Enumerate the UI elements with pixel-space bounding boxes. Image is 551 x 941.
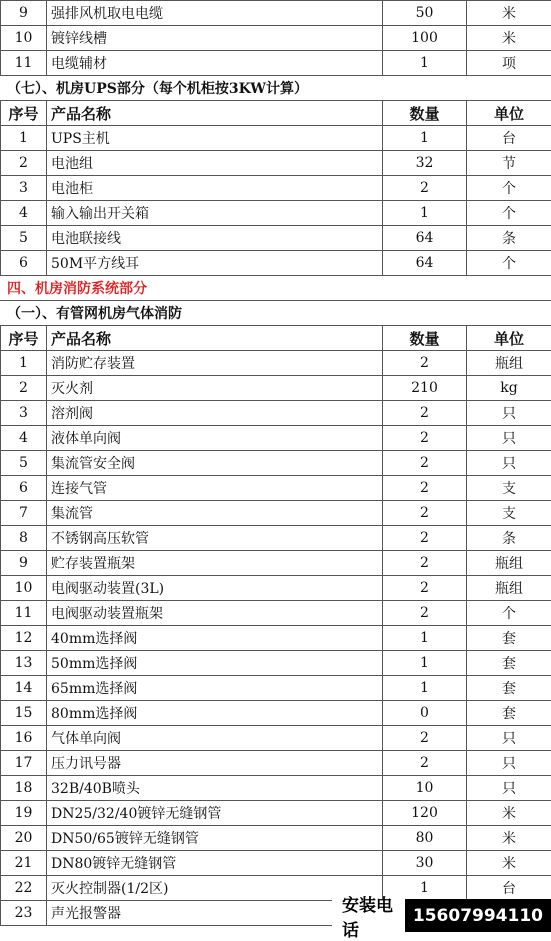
row-number: 10 [1, 26, 47, 51]
quantity: 2 [383, 601, 467, 626]
table-row [1, 751, 551, 776]
product-name: 输入输出开关箱 [47, 201, 383, 226]
unit: 瓶组 [467, 551, 551, 576]
table-row [1, 826, 551, 851]
unit: 条 [467, 226, 551, 251]
product-name: 电阀驱动装置瓶架 [47, 601, 383, 626]
quantity: 2 [383, 726, 467, 751]
row-number: 11 [1, 601, 47, 626]
unit: 支 [467, 476, 551, 501]
product-name: 消防贮存装置 [47, 351, 383, 376]
quantity: 32 [383, 151, 467, 176]
unit: 台 [467, 126, 551, 151]
product-name: 压力讯号器 [47, 751, 383, 776]
product-name: DN50/65镀锌无缝钢管 [47, 826, 383, 851]
row-number: 1 [1, 351, 47, 376]
product-name: 灭火剂 [47, 376, 383, 401]
watermark-phone: 15607994110 [405, 899, 551, 932]
unit: 个 [467, 201, 551, 226]
header-product-name: 产品名称 [47, 326, 383, 351]
quantity: 2 [383, 551, 467, 576]
row-number: 20 [1, 826, 47, 851]
product-name: 50M平方线耳 [47, 251, 383, 276]
row-number: 6 [1, 251, 47, 276]
unit: 台 [467, 876, 551, 901]
quantity: 2 [383, 176, 467, 201]
table-row [1, 601, 551, 626]
quantity: 100 [383, 26, 467, 51]
row-number: 9 [1, 551, 47, 576]
unit: 个 [467, 251, 551, 276]
header-quantity: 数量 [383, 326, 467, 351]
unit: 套 [467, 676, 551, 701]
product-name: 50mm选择阀 [47, 651, 383, 676]
row-number: 19 [1, 801, 47, 826]
unit: 只 [467, 726, 551, 751]
header-product-name: 产品名称 [47, 101, 383, 126]
product-name: 65mm选择阀 [47, 676, 383, 701]
table-row [1, 801, 551, 826]
quantity: 1 [383, 126, 467, 151]
table-header-row [1, 326, 551, 351]
row-number: 17 [1, 751, 47, 776]
fire-part-title-row [1, 276, 551, 301]
table-row [1, 501, 551, 526]
product-name: 声光报警器 [47, 901, 383, 926]
table-row [1, 401, 551, 426]
table-row [1, 26, 551, 51]
ups-section-title: （七）、机房UPS部分（每个机柜按3KW计算） [1, 76, 551, 101]
row-number: 2 [1, 376, 47, 401]
table-row [1, 1, 551, 26]
table-row [1, 476, 551, 501]
product-name: 32B/40B喷头 [47, 776, 383, 801]
table-row [1, 126, 551, 151]
product-name: 电池柜 [47, 176, 383, 201]
table-row [1, 451, 551, 476]
table-header-row [1, 101, 551, 126]
quantity: 1 [383, 676, 467, 701]
row-number: 9 [1, 1, 47, 26]
quantity: 80 [383, 826, 467, 851]
table-row [1, 626, 551, 651]
product-name: 连接气管 [47, 476, 383, 501]
quantity: 1 [383, 51, 467, 76]
quantity: 30 [383, 851, 467, 876]
table-row [1, 526, 551, 551]
header-unit: 单位 [467, 101, 551, 126]
quantity: 10 [383, 776, 467, 801]
table-row [1, 251, 551, 276]
product-name: 强排风机取电电缆 [47, 1, 383, 26]
product-name: 集流管安全阀 [47, 451, 383, 476]
product-name: 40mm选择阀 [47, 626, 383, 651]
unit: 个 [467, 601, 551, 626]
quantity: 2 [383, 576, 467, 601]
quantity: 2 [383, 426, 467, 451]
table-row [1, 651, 551, 676]
quantity: 1 [383, 201, 467, 226]
product-name: 不锈钢高压软管 [47, 526, 383, 551]
unit: 只 [467, 426, 551, 451]
table-row [1, 176, 551, 201]
quantity: 210 [383, 376, 467, 401]
row-number: 21 [1, 851, 47, 876]
row-number: 15 [1, 701, 47, 726]
row-number: 13 [1, 651, 47, 676]
row-number: 4 [1, 426, 47, 451]
watermark-label: 安装电话 [332, 899, 405, 932]
unit: 瓶组 [467, 576, 551, 601]
fire-part-title: 四、机房消防系统部分 [1, 276, 551, 301]
row-number: 3 [1, 401, 47, 426]
row-number: 6 [1, 476, 47, 501]
row-number: 4 [1, 201, 47, 226]
row-number: 23 [1, 901, 47, 926]
row-number: 5 [1, 226, 47, 251]
quantity: 2 [383, 476, 467, 501]
quantity: 2 [383, 451, 467, 476]
table-row [1, 776, 551, 801]
product-name: 贮存装置瓶架 [47, 551, 383, 576]
header-number: 序号 [1, 326, 47, 351]
table-row [1, 226, 551, 251]
row-number: 8 [1, 526, 47, 551]
unit: 支 [467, 501, 551, 526]
quantity: 0 [383, 701, 467, 726]
header-number: 序号 [1, 101, 47, 126]
unit: 套 [467, 701, 551, 726]
row-number: 2 [1, 151, 47, 176]
row-number: 1 [1, 126, 47, 151]
table-row [1, 701, 551, 726]
table-row [1, 376, 551, 401]
product-name: DN25/32/40镀锌无缝钢管 [47, 801, 383, 826]
quantity: 1 [383, 876, 467, 901]
table-row [1, 151, 551, 176]
unit: 米 [467, 1, 551, 26]
table-row [1, 726, 551, 751]
table-row [1, 426, 551, 451]
table-row [1, 851, 551, 876]
row-number: 22 [1, 876, 47, 901]
table-row [1, 676, 551, 701]
unit: 只 [467, 451, 551, 476]
table-row [1, 576, 551, 601]
header-quantity: 数量 [383, 101, 467, 126]
table-row [1, 51, 551, 76]
unit: 瓶组 [467, 351, 551, 376]
row-number: 3 [1, 176, 47, 201]
quantity: 2 [383, 501, 467, 526]
gas-section-title-row [1, 301, 551, 326]
unit: 米 [467, 826, 551, 851]
product-name: 镀锌线槽 [47, 26, 383, 51]
product-name: 80mm选择阀 [47, 701, 383, 726]
table-row [1, 351, 551, 376]
unit: 只 [467, 401, 551, 426]
product-name: 电池联接线 [47, 226, 383, 251]
quantity: 120 [383, 801, 467, 826]
quantity: 50 [383, 1, 467, 26]
unit: 条 [467, 526, 551, 551]
unit: 个 [467, 176, 551, 201]
product-name: 气体单向阀 [47, 726, 383, 751]
unit: kg [467, 376, 551, 401]
product-name: DN80镀锌无缝钢管 [47, 851, 383, 876]
unit: 米 [467, 26, 551, 51]
row-number: 16 [1, 726, 47, 751]
row-number: 12 [1, 626, 47, 651]
product-name: 电缆辅材 [47, 51, 383, 76]
unit: 项 [467, 51, 551, 76]
product-name: 电阀驱动装置(3L) [47, 576, 383, 601]
ups-section-title-row [1, 76, 551, 101]
row-number: 11 [1, 51, 47, 76]
quantity: 1 [383, 651, 467, 676]
quantity: 2 [383, 526, 467, 551]
header-unit: 单位 [467, 326, 551, 351]
quantity: 64 [383, 251, 467, 276]
install-phone-watermark [332, 899, 551, 932]
row-number: 14 [1, 676, 47, 701]
unit: 只 [467, 751, 551, 776]
product-name: UPS主机 [47, 126, 383, 151]
unit: 米 [467, 851, 551, 876]
unit: 套 [467, 626, 551, 651]
product-name: 集流管 [47, 501, 383, 526]
product-name: 电池组 [47, 151, 383, 176]
quantity: 2 [383, 401, 467, 426]
row-number: 18 [1, 776, 47, 801]
table-row [1, 551, 551, 576]
unit: 只 [467, 776, 551, 801]
table-row [1, 201, 551, 226]
unit: 套 [467, 651, 551, 676]
product-name: 溶剂阀 [47, 401, 383, 426]
row-number: 10 [1, 576, 47, 601]
quantity: 2 [383, 351, 467, 376]
row-number: 7 [1, 501, 47, 526]
quantity: 2 [383, 751, 467, 776]
product-name: 液体单向阀 [47, 426, 383, 451]
table-row [1, 876, 551, 901]
unit: 节 [467, 151, 551, 176]
unit: 米 [467, 801, 551, 826]
quantity: 1 [383, 626, 467, 651]
quantity: 64 [383, 226, 467, 251]
row-number: 5 [1, 451, 47, 476]
gas-section-title: （一）、有管网机房气体消防 [1, 301, 551, 326]
product-name: 灭火控制器(1/2区) [47, 876, 383, 901]
